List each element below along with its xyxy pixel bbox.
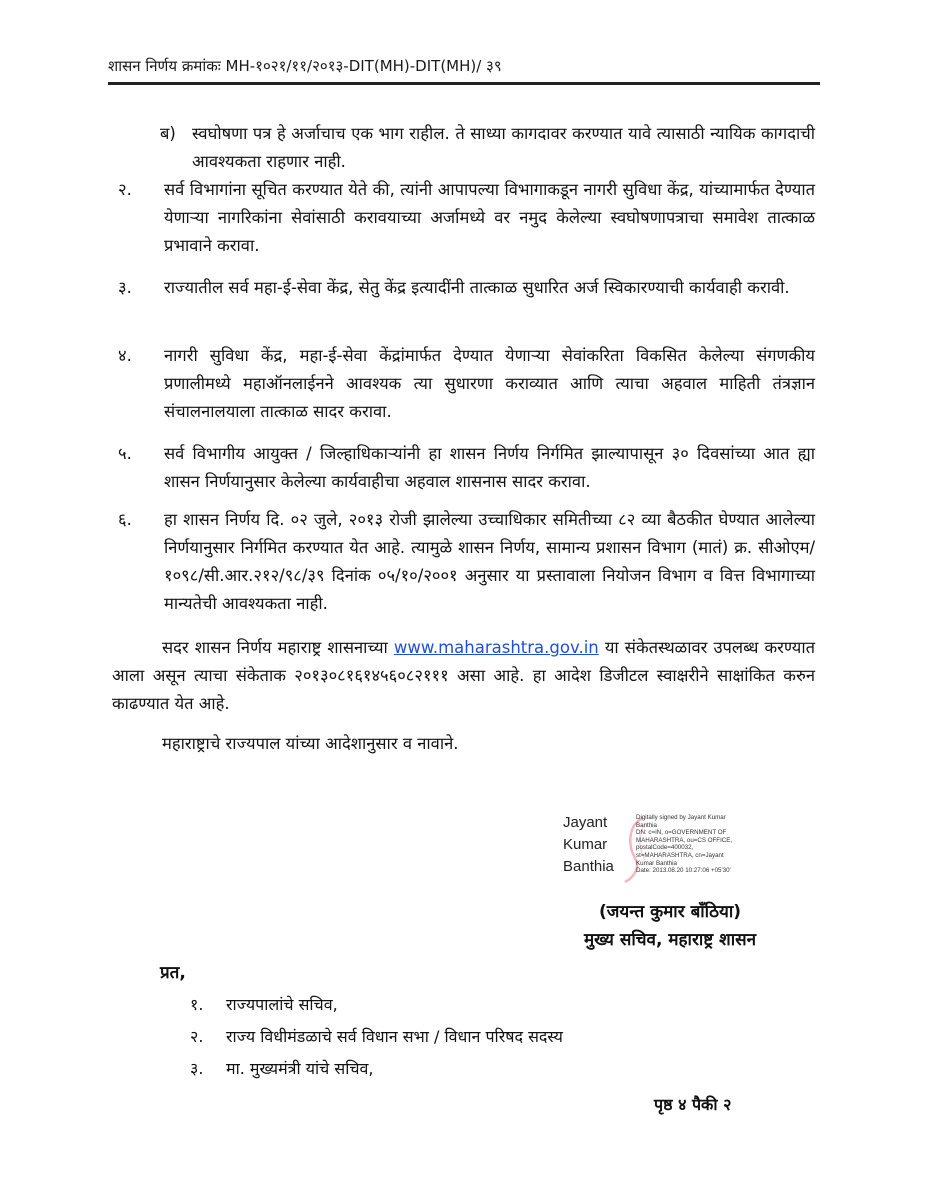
signature-name-line: Jayant [563,814,608,831]
item-number: ४. [118,346,132,365]
item-text: स्वघोषणा पत्र हे अर्जाचाच एक भाग राहील. ते साध्या कागदावर करण्यात यावे त्यासाठी न्यायिक कागदाची आवश्यकता राहणार नाही. [192,124,815,171]
reference-prefix: शासन निर्णय क्रमांकः [108,57,226,75]
item-text: सर्व विभागांना सूचित करण्यात येते की, त्यांनी आपापल्या विभागाकडून नागरी सुविधा केंद्र, यांच्यामार्फत देण्यात येणाऱ्या नागरिकांना सेवांसाठी करावयाच्या अर्जामध्ये वर नमुद केलेल्या स्वघोषणापत्राचा समावेश तात्काळ प्रभावाने करावा. [164,180,815,255]
item-number: ३. [118,278,132,297]
closing-text-start: सदर शासन निर्णय महाराष्ट्र शासनाच्या [162,638,394,657]
signer-title: मुख्य सचिव, महाराष्ट्र शासन [583,930,757,950]
closing-text-end: या संकेतस्थळावर उपलब्ध करण्यात आला असून त्याचा संकेताक २०१३०८१६१४५६०८२१११ असा आहे. हा आदेश डिजीटल स्वाक्षरीने साक्षांकित करुन काढण्यात येत आहे. [112,638,816,713]
signature-detail-line: Date: 2013.08.20 10:27:06 +05'30' [636,867,731,875]
reference-number: MH-१०२१/११/२०१३-DIT(MH)-DIT(MH)/ ३९ [225,57,502,75]
item-text: हा शासन निर्णय दि. ०२ जुले, २०१३ रोजी झालेल्या उच्चाधिकार समितीच्या ८२ व्या बैठकीत घेण्यात आलेल्या निर्णयानुसार निर्गमित करण्यात येत आहे. त्यामुळे शासन निर्णय, सामान्य प्रशासन विभाग (मातं) क्र. सीओएम/१०९८/सी.आर.२१२/९८/३९ दिनांक ०५/१०/२००१ अनुसार या प्रस्तावाला नियोजन विभाग व वित्त विभागाच्या मान्यतेची आवश्यकता नाही. [164,510,815,613]
item-text: सर्व विभागीय आयुक्त / जिल्हाधिकाऱ्यांनी हा शासन निर्णय निर्गमित झाल्यापासून ३० दिवसांच्या आत ह्या शासन निर्णयानुसार केलेल्या कार्यवाहीचा अहवाल शासनास सादर करावा. [164,444,815,491]
signature-detail-line: st=MAHARASHTRA, cn=Jayant [636,851,724,859]
copy-item-text: राज्यपालांचे सचिव, [226,995,338,1014]
item-text: नागरी सुविधा केंद्र, महा-ई-सेवा केंद्रांमार्फत देण्यात येणाऱ्या सेवांकरिता विकसित केलेल्या संगणकीय प्रणालीमध्ये महाऑनलाईनने आवश्यक त्या सुधारणा कराव्यात आणि त्याचा अहवाल माहिती तंत्रज्ञान संचालनालयाला तात्काळ सादर करावा. [164,346,815,421]
copy-item-number: ३. [190,1059,204,1078]
copy-to-heading: प्रत, [160,963,186,983]
item-number: ब) [160,124,176,143]
page-number: पृष्ठ ४ पैकी २ [654,1095,732,1114]
signature-name [563,812,625,878]
signature-detail-line: MAHARASHTRA, ou=CS OFFICE, [636,836,733,844]
copy-item-text: राज्य विधीमंडळाचे सर्व विधान सभा / विधान परिषद सदस्य [226,1027,563,1046]
item-number: ६. [118,510,132,529]
signature-detail-line: Kumar Banthia [636,859,677,867]
item-text: राज्यातील सर्व महा-ई-सेवा केंद्र, सेतु केंद्र इत्यादींनी तात्काळ सुधारित अर्ज स्विकारण्याची कार्यवाही करावी. [164,278,790,297]
closing-paragraph [112,634,815,718]
signature-name-line: Banthia [563,858,614,875]
signature-detail-line: Digitally signed by Jayant Kumar [636,814,726,821]
signature-name-line: Kumar [563,836,608,853]
document-reference [108,56,808,76]
signature-detail-line: DN: c=IN, o=GOVERNMENT OF [636,829,727,837]
signature-detail-line: postalCode=400032, [636,844,694,852]
website-link[interactable]: www.maharashtra.gov.in [393,638,599,657]
digital-signature [563,812,783,884]
header-divider [108,82,820,85]
copy-item-text: मा. मुख्यमंत्री यांचे सचिव, [226,1059,374,1078]
item-number: ५. [118,444,132,463]
copy-item-number: १. [190,995,204,1014]
signer-block [540,898,800,954]
order-line: महाराष्ट्राचे राज्यपाल यांच्या आदेशानुसार व नावाने. [162,734,459,753]
copy-item-number: २. [190,1027,204,1046]
item-number: २. [118,180,132,199]
signature-detail-line: Banthia [636,821,657,829]
signer-name: (जयन्त कुमार बाँठिया) [598,902,741,922]
signature-details [636,814,786,875]
